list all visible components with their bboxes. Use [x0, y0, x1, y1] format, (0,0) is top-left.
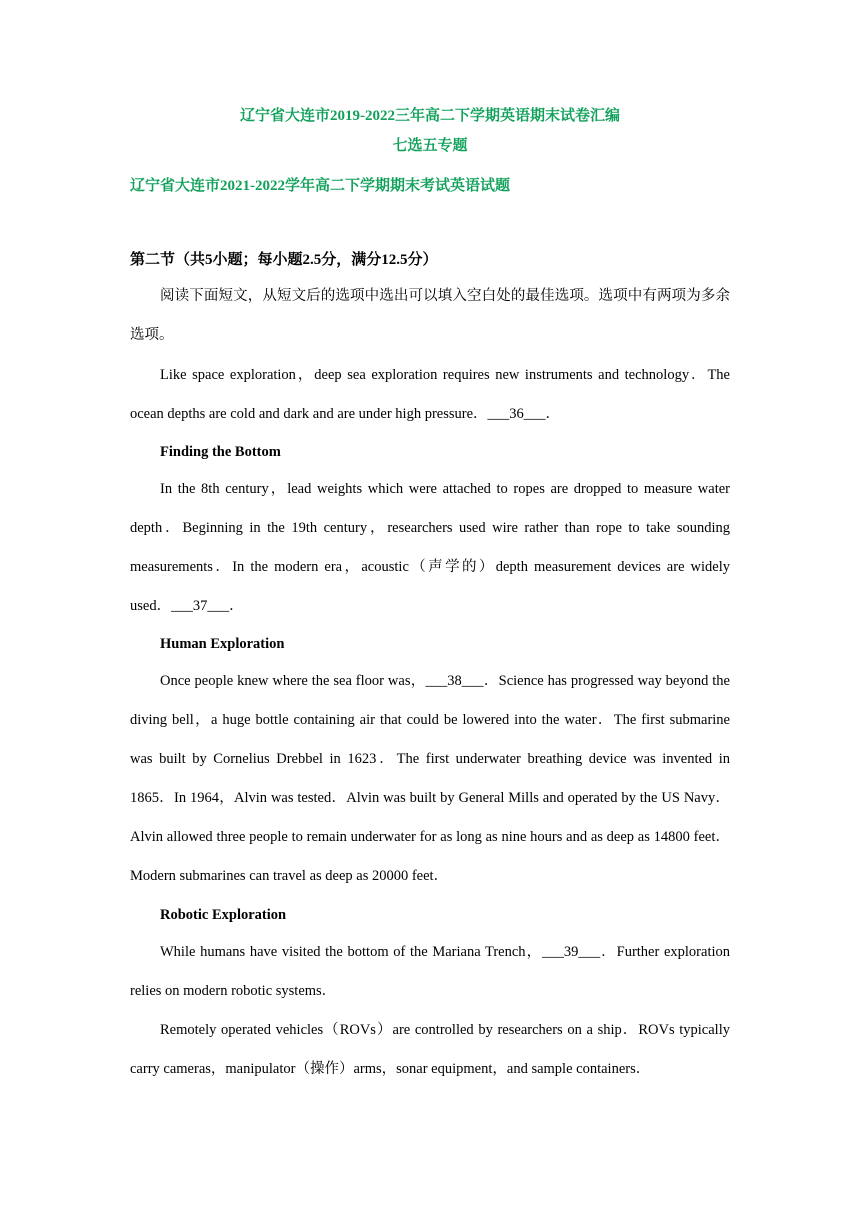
intro-paragraph: Like space exploration，deep sea exploration requires new instruments and technology．The ocean depths are cold and dark and are under high pressure．___36___． — [130, 367, 730, 422]
paragraph-human-exploration: Once people knew where the sea floor was，___38___．Science has progressed way beyond the diving bell，a huge bottle containing air that could be lowered into the water．The first submarine was built by Cornelius Drebbel in 1623．The first underwater breathing device was invented in 1865．In 1964，Alvin was tested．Alvin was built by General Mills and operated by the US Navy．Alvin allowed three people to remain underwater for as long as nine hours and as deep as 14800 feet．Modern submarines can travel as deep as 20000 feet． — [130, 673, 730, 884]
paragraph-robotic-exploration: While humans have visited the bottom of the Mariana Trench，___39___．Further exploration relies on modern robotic systems． — [130, 944, 730, 999]
document-title: 辽宁省大连市2019-2022三年高二下学期英语期末试卷汇编 — [240, 108, 620, 124]
heading-robotic-exploration: Robotic Exploration — [160, 907, 287, 923]
section-heading: 第二节（共5小题；每小题2.5分，满分12.5分） — [130, 252, 438, 268]
heading-finding-the-bottom: Finding the Bottom — [160, 444, 281, 460]
paragraph-rovs: Remotely operated vehicles（ROVs）are controlled by researchers on a ship．ROVs typically carry cameras，manipulator（操作）arms，sonar equipment，and sample containers． — [130, 1022, 730, 1077]
heading-human-exploration: Human Exploration — [160, 636, 285, 652]
document-subtitle: 七选五专题 — [392, 138, 468, 154]
instructions-paragraph: 阅读下面短文，从短文后的选项中选出可以填入空白处的最佳选项。选项中有两项为多余选项。 — [130, 288, 730, 343]
exam-title: 辽宁省大连市2021-2022学年高二下学期期末考试英语试题 — [130, 178, 510, 194]
paragraph-finding-the-bottom: In the 8th century，lead weights which were attached to ropes are dropped to measure water depth．Beginning in the 19th century，researchers used wire rather than rope to take sounding measurements．In the modern era，acoustic（声学的）depth measurement devices are widely used．___37___． — [130, 481, 730, 614]
